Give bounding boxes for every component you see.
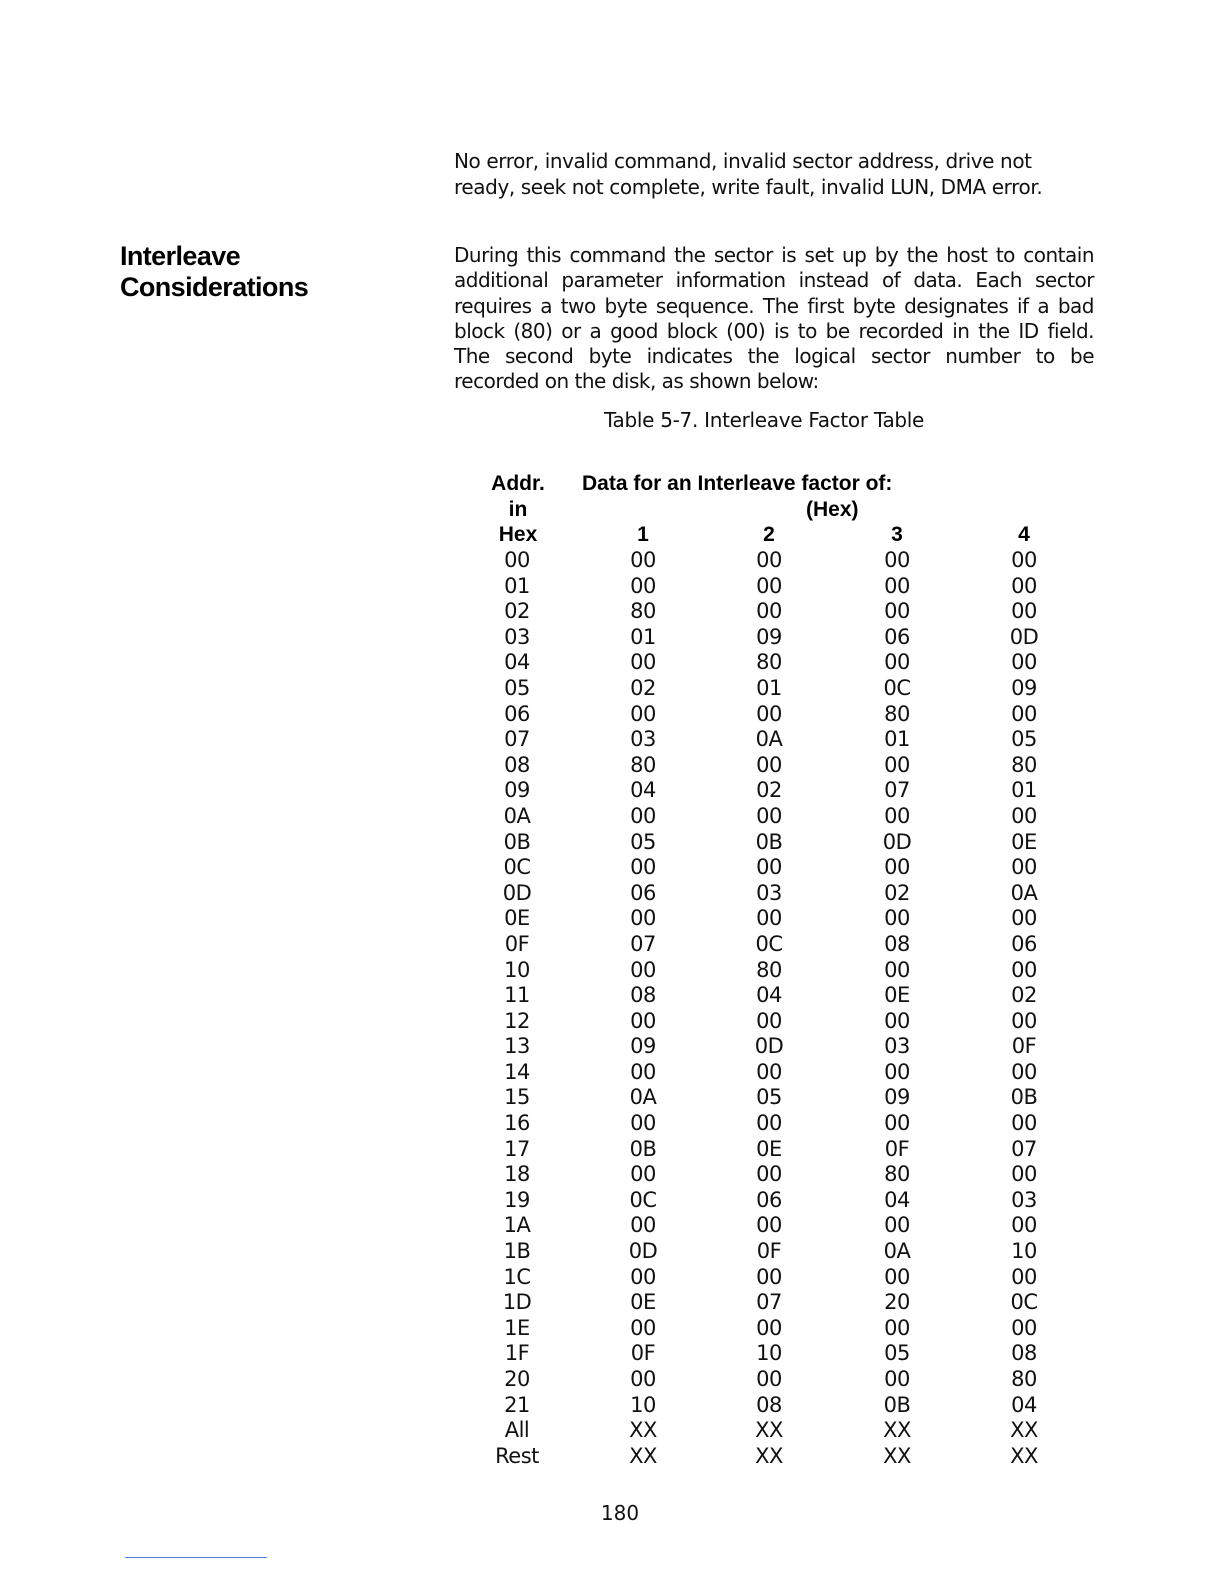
factor-1-cell: 00 xyxy=(630,1264,656,1289)
factor-1-cell: 0D xyxy=(628,1239,658,1264)
factor-1-cell: 80 xyxy=(630,599,656,624)
factor-1-cell: 00 xyxy=(630,1213,656,1238)
factor-2-cell: 00 xyxy=(756,548,782,572)
addr-header-line1: Addr. xyxy=(491,472,545,495)
addr-cell: 1A xyxy=(503,1213,531,1238)
factor-2-cell: 0C xyxy=(755,931,783,956)
factor-3-cell: 00 xyxy=(884,752,910,777)
table-row xyxy=(0,1034,1224,1060)
factor-4-cell: 0D xyxy=(1009,624,1039,649)
table-row xyxy=(0,1341,1224,1367)
table-row xyxy=(0,932,1224,958)
addr-cell: 16 xyxy=(504,1111,530,1136)
table-row xyxy=(0,727,1224,753)
factor-3-cell: 00 xyxy=(884,855,910,880)
factor-3-cell: 0D xyxy=(882,829,912,854)
factor-4-cell: 00 xyxy=(1011,548,1037,572)
addr-cell: 0A xyxy=(503,803,531,828)
factor-2-cell: 01 xyxy=(756,675,782,700)
factor-4-cell: XX xyxy=(1010,1418,1038,1443)
data-header-unit: (Hex) xyxy=(806,498,859,521)
table-row xyxy=(0,881,1224,907)
addr-cell: 09 xyxy=(504,778,530,803)
addr-cell: 0B xyxy=(503,829,531,854)
factor-1-cell: 80 xyxy=(630,752,656,777)
factor-4-cell: 0A xyxy=(1010,880,1038,905)
factor-1-cell: 0A xyxy=(629,1085,657,1110)
factor-3-cell: 02 xyxy=(884,880,910,905)
factor-1-cell: 06 xyxy=(630,880,656,905)
factor-2-cell: XX xyxy=(755,1443,783,1468)
column-header-4: 4 xyxy=(1018,523,1030,546)
factor-3-cell: 01 xyxy=(884,727,910,752)
factor-4-cell: 06 xyxy=(1011,931,1037,956)
factor-3-cell: 0C xyxy=(883,675,911,700)
table-row xyxy=(0,1137,1224,1163)
factor-1-cell: 0C xyxy=(629,1187,657,1212)
factor-3-cell: 00 xyxy=(884,573,910,598)
addr-cell: 00 xyxy=(504,548,530,572)
factor-3-cell: 00 xyxy=(884,957,910,982)
factor-1-cell: 02 xyxy=(630,675,656,700)
factor-1-cell: XX xyxy=(629,1443,657,1468)
table-row xyxy=(0,1188,1224,1214)
factor-2-cell: 00 xyxy=(756,1367,782,1391)
factor-2-cell: 00 xyxy=(756,906,782,931)
factor-4-cell: 00 xyxy=(1011,1008,1037,1033)
factor-3-cell: 04 xyxy=(884,1187,910,1212)
factor-4-cell: 00 xyxy=(1011,1059,1037,1084)
factor-3-cell: 07 xyxy=(884,778,910,803)
factor-3-cell: 00 xyxy=(884,1213,910,1238)
factor-4-cell: 0C xyxy=(1010,1290,1038,1315)
addr-cell: 03 xyxy=(504,624,530,649)
factor-2-cell: 00 xyxy=(756,855,782,880)
factor-4-cell: 00 xyxy=(1011,906,1037,931)
addr-cell: 19 xyxy=(504,1187,530,1212)
factor-4-cell: 0E xyxy=(1011,829,1037,854)
factor-2-cell: 00 xyxy=(756,1008,782,1033)
table-row xyxy=(0,958,1224,984)
factor-2-cell: 00 xyxy=(756,573,782,598)
addr-cell: 0E xyxy=(504,906,530,931)
factor-2-cell: 04 xyxy=(756,983,782,1008)
factor-4-cell: 80 xyxy=(1011,752,1037,777)
factor-4-cell: 00 xyxy=(1011,573,1037,598)
factor-3-cell: 00 xyxy=(884,1264,910,1289)
table-row xyxy=(0,1060,1224,1086)
factor-1-cell: XX xyxy=(629,1418,657,1443)
section-heading-line1: Interleave xyxy=(120,241,241,271)
table-row xyxy=(0,1213,1224,1239)
factor-3-cell: 06 xyxy=(884,624,910,649)
factor-2-cell: 00 xyxy=(756,752,782,777)
addr-cell: 1B xyxy=(503,1239,531,1264)
table-row xyxy=(0,778,1224,804)
column-header-1: 1 xyxy=(637,523,649,546)
factor-3-cell: 08 xyxy=(884,931,910,956)
factor-1-cell: 01 xyxy=(630,624,656,649)
addr-cell: 1C xyxy=(503,1264,531,1289)
factor-1-cell: 0B xyxy=(629,1136,657,1161)
factor-2-cell: 07 xyxy=(756,1290,782,1315)
table-row xyxy=(0,1085,1224,1111)
factor-2-cell: 02 xyxy=(756,778,782,803)
factor-4-cell: 0F xyxy=(1011,1034,1037,1059)
factor-2-cell: 08 xyxy=(756,1392,782,1417)
factor-3-cell: 00 xyxy=(884,599,910,624)
factor-1-cell: 00 xyxy=(630,1008,656,1033)
factor-3-cell: 00 xyxy=(884,1008,910,1033)
factor-3-cell: 00 xyxy=(884,650,910,675)
factor-1-cell: 00 xyxy=(630,1315,656,1340)
table-row xyxy=(0,650,1224,676)
factor-4-cell: 03 xyxy=(1011,1187,1037,1212)
factor-4-cell: 00 xyxy=(1011,1213,1037,1238)
factor-2-cell: 00 xyxy=(756,1059,782,1084)
factor-2-cell: 0D xyxy=(754,1034,784,1059)
factor-4-cell: 00 xyxy=(1011,803,1037,828)
factor-4-cell: 00 xyxy=(1011,599,1037,624)
factor-2-cell: 00 xyxy=(756,1213,782,1238)
footer-divider xyxy=(125,1557,267,1558)
table-row xyxy=(0,906,1224,932)
table-row xyxy=(0,1009,1224,1035)
factor-1-cell: 0F xyxy=(630,1341,656,1366)
factor-3-cell: 80 xyxy=(884,701,910,726)
addr-cell: All xyxy=(504,1418,530,1443)
factor-1-cell: 07 xyxy=(630,931,656,956)
factor-2-cell: 09 xyxy=(756,624,782,649)
addr-header-line2: in xyxy=(508,497,528,521)
factor-1-cell: 00 xyxy=(630,855,656,880)
addr-cell: 1F xyxy=(504,1341,530,1366)
factor-3-cell: 0A xyxy=(883,1239,911,1264)
section-body-paragraph: During this command the sector is set up by the host to contain additional parameter information instead of data. Each sector requires a two byte sequence. The first byte designates if a bad block (80) or a good block (00) is to be recorded in the ID field. The second byte indicates the logical sector number to be recorded on the disk, as shown below: xyxy=(454,243,1094,394)
factor-3-cell: 00 xyxy=(884,1059,910,1084)
factor-1-cell: 05 xyxy=(630,829,656,854)
table-row xyxy=(0,574,1224,600)
page-number: 180 xyxy=(600,1501,640,1525)
factor-4-cell: 05 xyxy=(1011,727,1037,752)
addr-cell: 18 xyxy=(504,1162,530,1187)
factor-4-cell: 00 xyxy=(1011,1264,1037,1289)
table-row xyxy=(0,548,1224,574)
factor-1-cell: 00 xyxy=(630,1367,656,1391)
column-header-3: 3 xyxy=(891,523,903,546)
factor-1-cell: 08 xyxy=(630,983,656,1008)
factor-2-cell: 00 xyxy=(756,701,782,726)
factor-2-cell: 80 xyxy=(756,650,782,675)
intro-paragraph: No error, invalid command, invalid sector address, drive not ready, seek not complete, write fault, invalid LUN, DMA error. xyxy=(454,149,1043,199)
factor-3-cell: 0B xyxy=(883,1392,911,1417)
data-header-title: Data for an Interleave factor of: xyxy=(582,472,893,495)
factor-3-cell: 00 xyxy=(884,548,910,572)
factor-3-cell: 20 xyxy=(884,1290,910,1315)
factor-4-cell: 80 xyxy=(1011,1367,1037,1391)
factor-2-cell: 00 xyxy=(756,1264,782,1289)
addr-cell: 11 xyxy=(504,983,530,1008)
factor-4-cell: 0B xyxy=(1010,1085,1038,1110)
table-row xyxy=(0,983,1224,1009)
addr-cell: 15 xyxy=(504,1085,530,1110)
factor-1-cell: 09 xyxy=(630,1034,656,1059)
addr-cell: 10 xyxy=(504,957,530,982)
table-row xyxy=(0,1367,1224,1393)
factor-4-cell: 00 xyxy=(1011,701,1037,726)
factor-2-cell: 06 xyxy=(756,1187,782,1212)
factor-4-cell: 00 xyxy=(1011,855,1037,880)
addr-cell: 13 xyxy=(504,1034,530,1059)
factor-1-cell: 00 xyxy=(630,1059,656,1084)
table-row xyxy=(0,1316,1224,1342)
factor-4-cell: 10 xyxy=(1011,1239,1037,1264)
table-row xyxy=(0,676,1224,702)
factor-3-cell: 00 xyxy=(884,1315,910,1340)
factor-1-cell: 04 xyxy=(630,778,656,803)
factor-3-cell: 00 xyxy=(884,1111,910,1136)
table-row xyxy=(0,830,1224,856)
factor-1-cell: 00 xyxy=(630,803,656,828)
factor-1-cell: 00 xyxy=(630,573,656,598)
factor-2-cell: 80 xyxy=(756,957,782,982)
factor-2-cell: 0A xyxy=(755,727,783,752)
factor-2-cell: 00 xyxy=(756,803,782,828)
factor-1-cell: 00 xyxy=(630,1162,656,1187)
factor-2-cell: XX xyxy=(755,1418,783,1443)
factor-3-cell: 03 xyxy=(884,1034,910,1059)
table-row xyxy=(0,1393,1224,1419)
addr-cell: 0D xyxy=(502,880,532,905)
addr-cell: 06 xyxy=(504,701,530,726)
factor-4-cell: 04 xyxy=(1011,1392,1037,1417)
factor-4-cell: 09 xyxy=(1011,675,1037,700)
factor-1-cell: 03 xyxy=(630,727,656,752)
factor-2-cell: 0E xyxy=(756,1136,782,1161)
addr-cell: 20 xyxy=(504,1367,530,1391)
factor-3-cell: 00 xyxy=(884,906,910,931)
factor-2-cell: 0B xyxy=(755,829,783,854)
addr-cell: 0C xyxy=(503,855,531,880)
addr-cell: 21 xyxy=(504,1392,530,1417)
addr-cell: 0F xyxy=(504,931,530,956)
factor-3-cell: 00 xyxy=(884,1367,910,1391)
factor-1-cell: 10 xyxy=(630,1392,656,1417)
addr-cell: 07 xyxy=(504,727,530,752)
addr-cell: 04 xyxy=(504,650,530,675)
table-row xyxy=(0,1162,1224,1188)
section-heading-line2: Considerations xyxy=(120,272,309,302)
factor-2-cell: 0F xyxy=(756,1239,782,1264)
table-caption: Table 5-7. Interleave Factor Table xyxy=(603,408,925,432)
factor-2-cell: 00 xyxy=(756,599,782,624)
factor-4-cell: 08 xyxy=(1011,1341,1037,1366)
addr-cell: 14 xyxy=(504,1059,530,1084)
factor-4-cell: 01 xyxy=(1011,778,1037,803)
table-row xyxy=(0,855,1224,881)
factor-3-cell: XX xyxy=(883,1443,911,1468)
factor-3-cell: 00 xyxy=(884,803,910,828)
table-row xyxy=(0,1444,1224,1470)
factor-3-cell: 0E xyxy=(884,983,910,1008)
table-row xyxy=(0,753,1224,779)
factor-2-cell: 00 xyxy=(756,1162,782,1187)
table-row xyxy=(0,1239,1224,1265)
addr-cell: 05 xyxy=(504,675,530,700)
addr-cell: 1E xyxy=(504,1315,530,1340)
addr-cell: 17 xyxy=(504,1136,530,1161)
factor-4-cell: 00 xyxy=(1011,1162,1037,1187)
factor-2-cell: 03 xyxy=(756,880,782,905)
column-header-2: 2 xyxy=(763,523,775,546)
table-row xyxy=(0,1111,1224,1137)
factor-1-cell: 00 xyxy=(630,548,656,572)
addr-cell: 1D xyxy=(502,1290,532,1315)
factor-3-cell: 05 xyxy=(884,1341,910,1366)
factor-3-cell: XX xyxy=(883,1418,911,1443)
factor-1-cell: 00 xyxy=(630,1111,656,1136)
addr-column-header xyxy=(478,471,558,548)
table-row xyxy=(0,804,1224,830)
addr-cell: 12 xyxy=(504,1008,530,1033)
factor-1-cell: 00 xyxy=(630,957,656,982)
factor-2-cell: 10 xyxy=(756,1341,782,1366)
factor-2-cell: 00 xyxy=(756,1315,782,1340)
factor-3-cell: 09 xyxy=(884,1085,910,1110)
factor-1-cell: 00 xyxy=(630,906,656,931)
factor-4-cell: 02 xyxy=(1011,983,1037,1008)
factor-4-cell: 07 xyxy=(1011,1136,1037,1161)
addr-cell: 08 xyxy=(504,752,530,777)
interleave-factor-table xyxy=(0,548,1224,1469)
table-row xyxy=(0,599,1224,625)
factor-3-cell: 0F xyxy=(884,1136,910,1161)
factor-4-cell: XX xyxy=(1010,1443,1038,1468)
table-row xyxy=(0,1265,1224,1291)
addr-header-line3: Hex xyxy=(498,523,538,547)
factor-1-cell: 00 xyxy=(630,701,656,726)
factor-2-cell: 00 xyxy=(756,1111,782,1136)
table-row xyxy=(0,1290,1224,1316)
section-heading xyxy=(120,241,420,303)
table-row xyxy=(0,625,1224,651)
factor-4-cell: 00 xyxy=(1011,1111,1037,1136)
factor-1-cell: 0E xyxy=(630,1290,656,1315)
factor-4-cell: 00 xyxy=(1011,957,1037,982)
factor-1-cell: 00 xyxy=(630,650,656,675)
factor-3-cell: 80 xyxy=(884,1162,910,1187)
factor-4-cell: 00 xyxy=(1011,650,1037,675)
addr-cell: Rest xyxy=(495,1443,539,1468)
factor-4-cell: 00 xyxy=(1011,1315,1037,1340)
factor-2-cell: 05 xyxy=(756,1085,782,1110)
addr-cell: 01 xyxy=(504,573,530,598)
table-row xyxy=(0,702,1224,728)
table-row xyxy=(0,1418,1224,1444)
addr-cell: 02 xyxy=(504,599,530,624)
